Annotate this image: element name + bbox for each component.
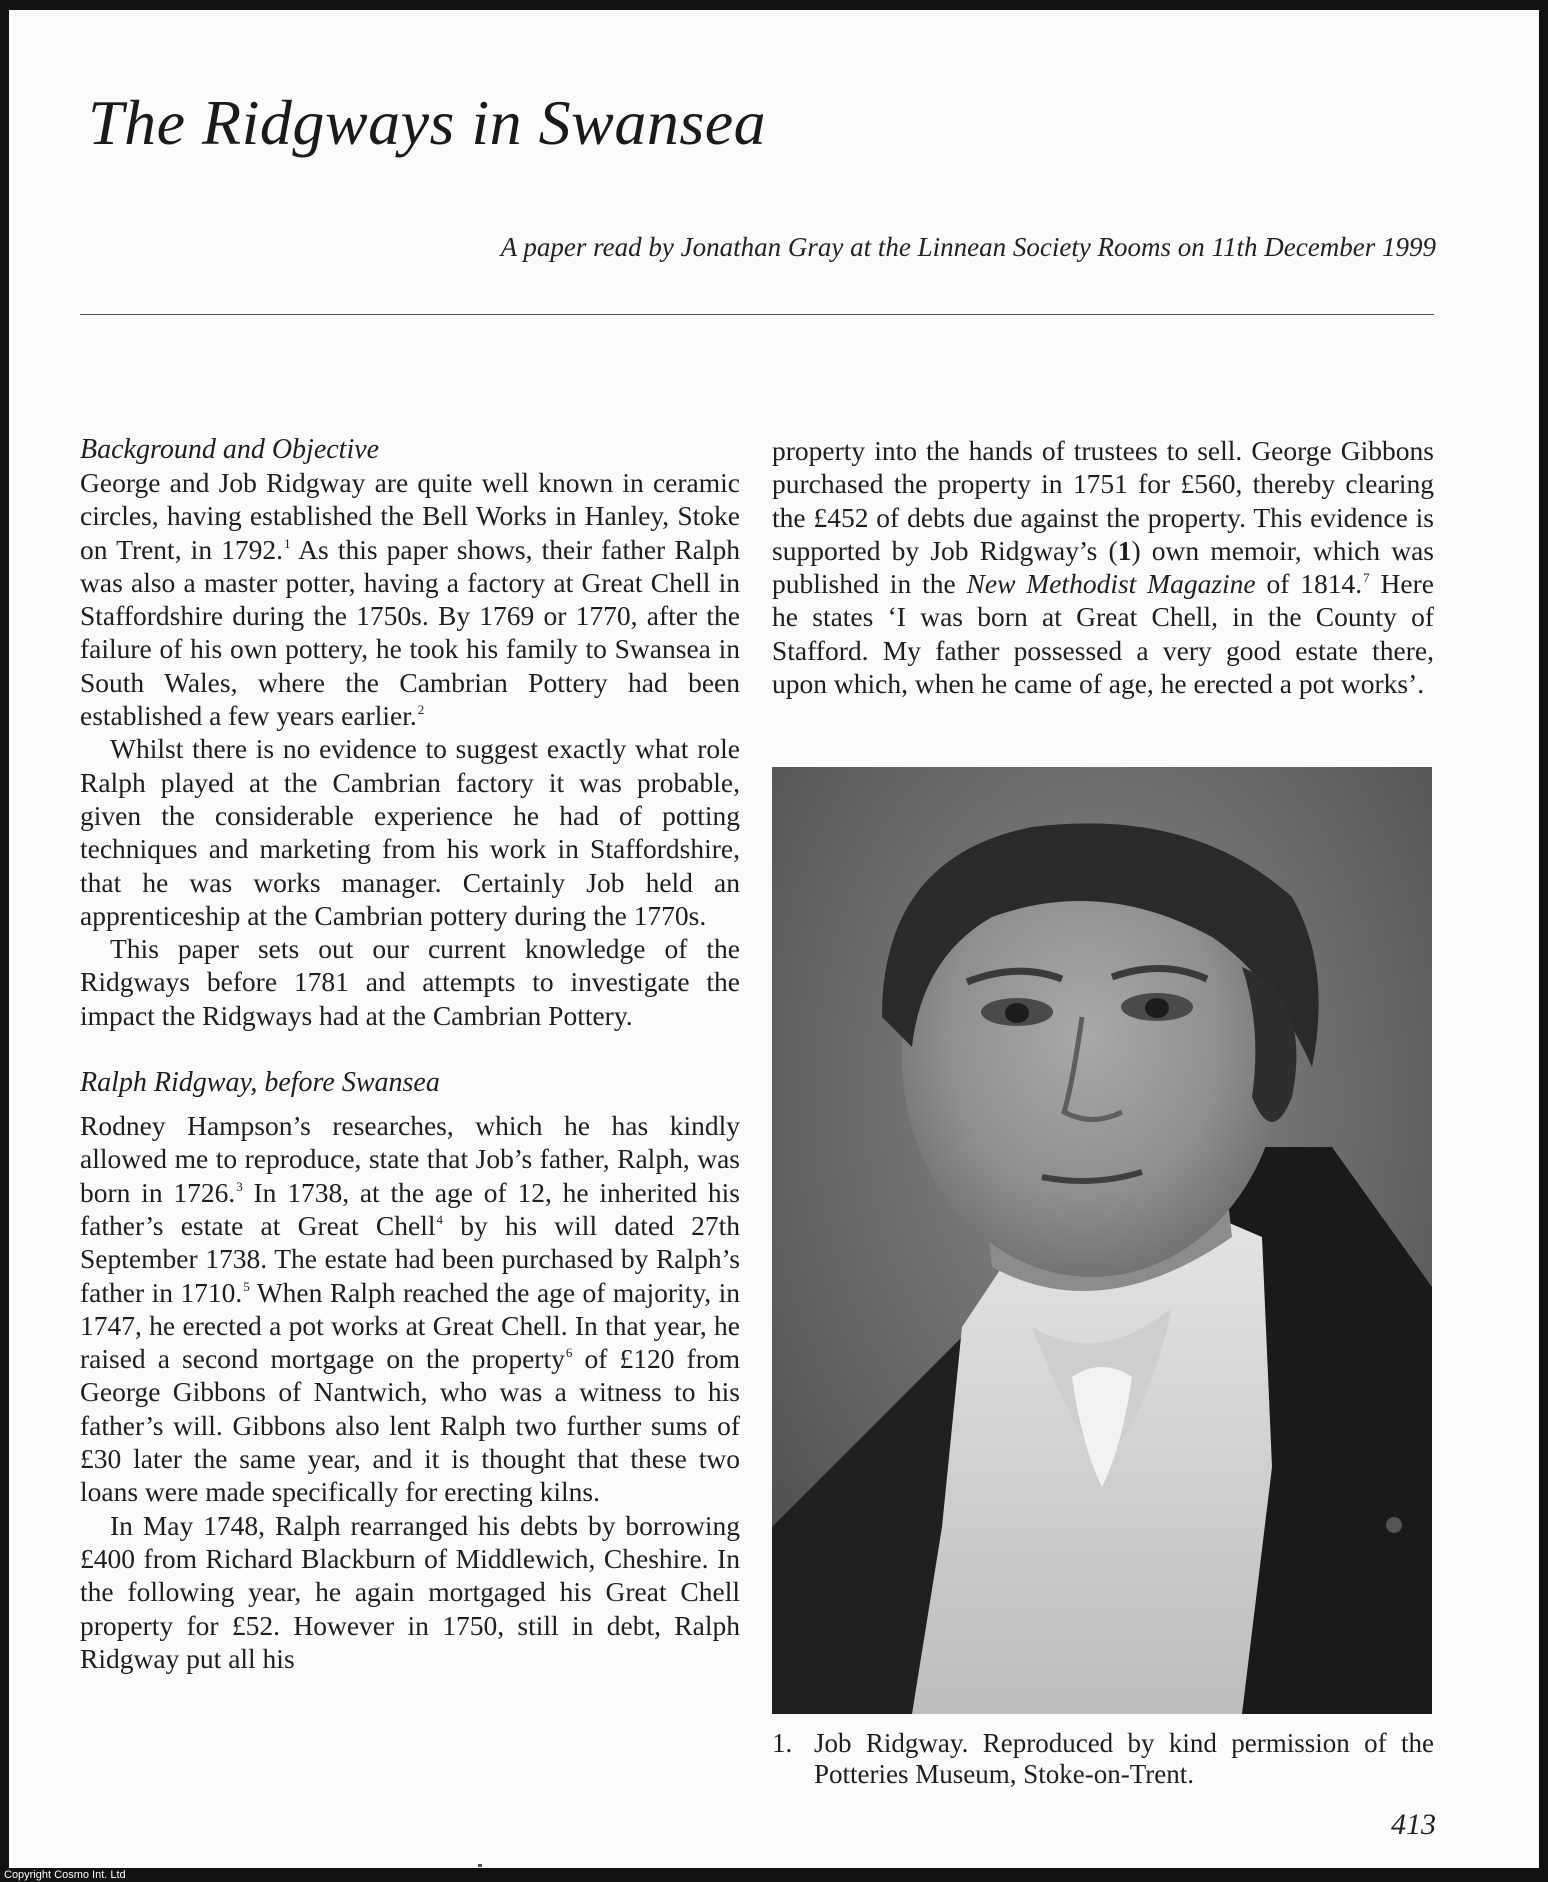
paragraph-background-2: Whilst there is no evidence to suggest exactly what role Ralph played at the Cambrian factory it was probable, given the considerable experience he had of potting techniques and marketing from his work in Staffordshire, that he was works manager. Certainly Job held an apprenticeship at the Cambrian pottery during the 1770s. (80, 733, 740, 931)
text-run: ) own memoir, which was published in the (772, 534, 1434, 600)
article-subtitle: A paper read by Jonathan Gray at the Linnean Society Rooms on 11th December 1999 (500, 232, 1436, 262)
paragraph-background-3: This paper sets out our current knowledge of the Ridgways before 1781 and attempts to investigate the impact the Ridgways had at the Cambrian Pottery. (80, 933, 740, 1031)
page-number: 413 (1391, 1808, 1436, 1841)
figure-number: 1. (772, 1728, 793, 1758)
footnote-ref: 6 (565, 1345, 573, 1361)
footnote-ref: 7 (1363, 570, 1370, 586)
text-run: by his will dated 27th September 1738. The estate had been purchased by Ralph’s father in 1710. (80, 1209, 740, 1308)
text-run: In 1738, at the age of 12, he inherited his father’s estate at Great Chell (80, 1176, 740, 1241)
paragraph-ralph-1 (80, 1109, 740, 1509)
portrait-illustration (772, 767, 1432, 1714)
text-run: As this paper shows, their father Ralph was also a master potter, having a factory at Great Chell in Staffordshire during the 1750s. By 1769 or 1770, after the failure of his own pottery, he took his family to Swansea in South Wales, where the Cambrian Pottery had been established a few years earlier. (80, 533, 741, 732)
footnote-ref: 3 (236, 1178, 243, 1194)
text-run: Here he states ‘I was born at Great Chell, in the County of Stafford. My father possessed a very good estate there, upon which, when he came of age, he erected a pot works’. (772, 568, 1434, 700)
paragraph-background-1 (80, 466, 740, 732)
text-run: When Ralph reached the age of majority, in 1747, he erected a pot works at Great Chell. In that year, he raised a second mortgage on the property (80, 1276, 740, 1375)
text-run: of 1814. (1255, 568, 1363, 600)
left-column (80, 434, 740, 1675)
footnote-ref: 4 (436, 1211, 444, 1227)
footnote-ref: 1 (284, 535, 291, 551)
text-run: of £120 from George Gibbons of Nantwich, who was a witness to his father’s will. Gibbons also lent Ralph two further sums of £30 later the same year, and it is thought that these two loans were made specifically for erecting kilns. (80, 1343, 740, 1508)
footnote-ref: 2 (417, 702, 425, 718)
footnote-ref: 5 (243, 1278, 250, 1294)
magazine-title: New Methodist Magazine (966, 568, 1256, 600)
section-heading-background: Background and Objective (80, 434, 380, 465)
portrait-job-ridgway (772, 767, 1432, 1714)
text-run: George and Job Ridgway are quite well known in ceramic circles, having established the Bell Works in Hanley, Stoke on Trent, in 1792. (80, 467, 740, 565)
article-title: The Ridgways in Swansea (88, 87, 767, 158)
section-heading-ralph: Ralph Ridgway, before Swansea (80, 1067, 440, 1099)
text-run: property into the hands of trustees to sell. George Gibbons purchased the property in 1751 for £560, thereby clearing the £452 of debts due against the property. This evidence is supported by Job Ridgway’s ( (772, 435, 1434, 566)
copyright-notice: Copyright Cosmo Int. Ltd (4, 1869, 126, 1881)
paragraph-right-1 (772, 434, 1434, 700)
text-run: Rodney Hampson’s researches, which he has kindly allowed me to reproduce, state that Job’s father, Ralph, was born in 1726. (80, 1110, 740, 1208)
stray-mark (478, 1864, 482, 1867)
right-column (772, 434, 1434, 700)
figure-caption (772, 1728, 1434, 1790)
figure-caption-text: Job Ridgway. Reproduced by kind permission of the Potteries Museum, Stoke-on-Trent. (814, 1728, 1434, 1789)
figure-ref: 1 (1117, 534, 1132, 566)
paragraph-ralph-2: In May 1748, Ralph rearranged his debts by borrowing £400 from Richard Blackburn of Middlewich, Cheshire. In the following year, he again mortgaged his Great Chell property for £52. However in 1750, still in debt, Ralph Ridgway put all his (80, 1509, 740, 1674)
header-divider (80, 314, 1434, 315)
